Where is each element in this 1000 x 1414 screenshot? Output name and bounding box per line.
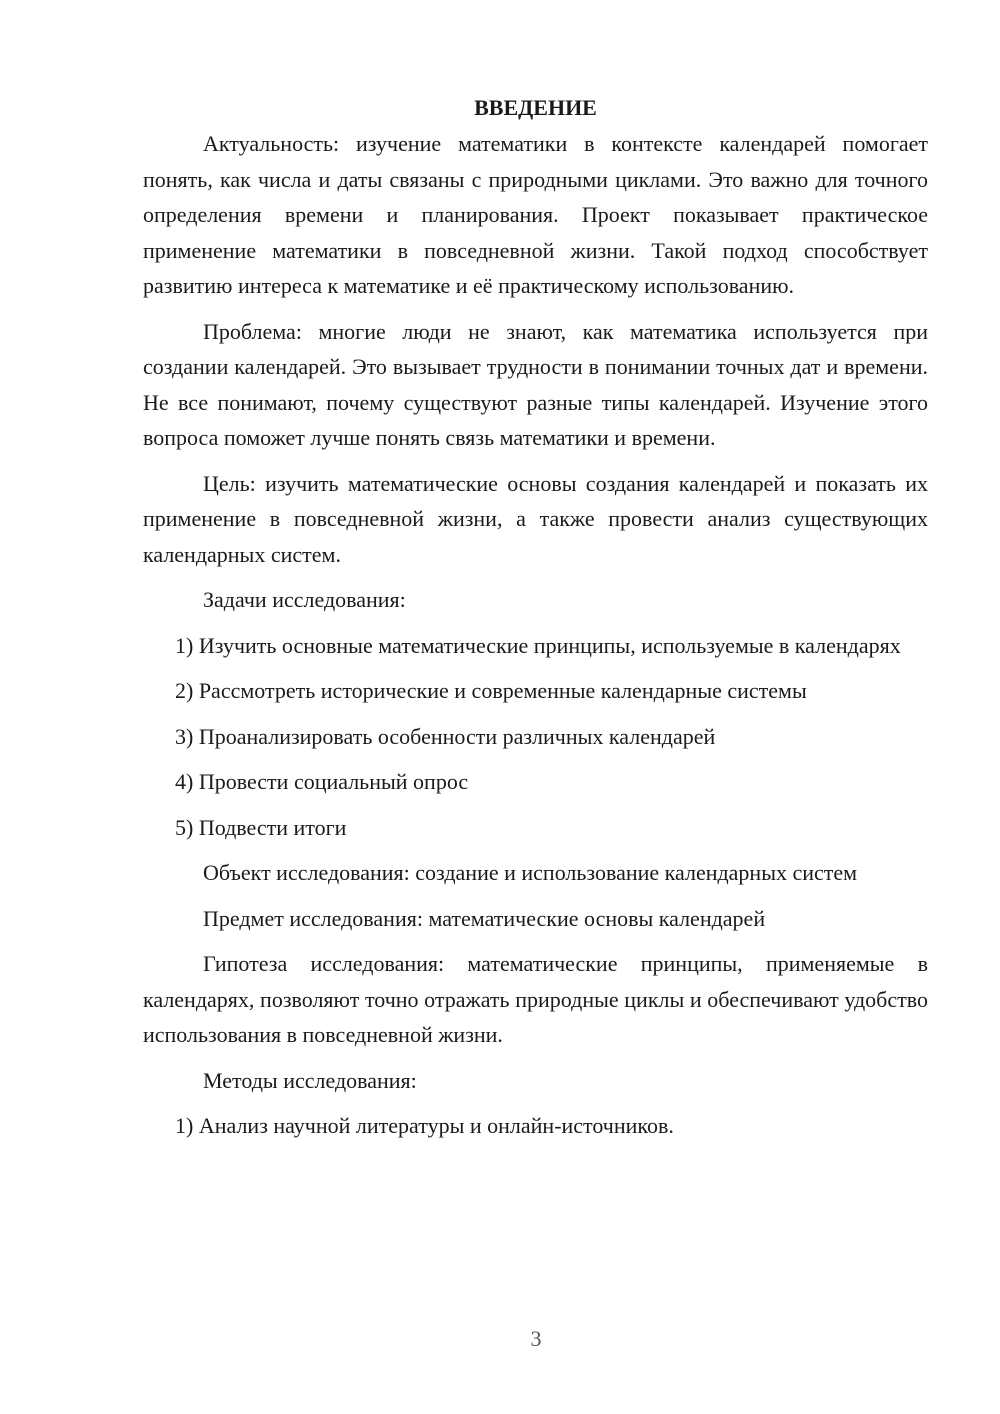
paragraph-problem: Проблема: многие люди не знают, как математика используется при создании календарей. Это вызывает трудности в понимании точных дат и времени. Не все понимают, почему существуют разные типы календарей. Изучение этого вопроса поможет лучше понять связь математики и времени.	[143, 318, 928, 450]
task-item: 4) Провести социальный опрос	[175, 769, 469, 794]
task-item: 5) Подвести итоги	[175, 814, 347, 840]
paragraph-subject: Предмет исследования: математические основы календарей	[203, 905, 766, 931]
document-page	[143, 92, 928, 1154]
task-item: 1) Изучить основные математические принципы, используемые в календарях	[175, 632, 901, 658]
paragraph-object: Объект исследования: создание и использование календарных систем	[203, 860, 858, 885]
paragraph-goal: Цель: изучить математические основы создания календарей и показать их применение в повседневной жизни, а также провести анализ существующих календарных систем.	[143, 470, 928, 567]
method-item: 1) Анализ научной литературы и онлайн-источников.	[175, 1113, 674, 1138]
task-item: 2) Рассмотреть исторические и современные календарные системы	[175, 678, 807, 703]
paragraph-relevance: Актуальность: изучение математики в контексте календарей помогает понять, как числа и даты связаны с природными циклами. Это важно для точного определения времени и планирования. Проект показывает практическое применение математики в повседневной жизни. Такой подход способствует развитию интереса к математике и её практическому использованию.	[143, 131, 928, 298]
task-item: 3) Проанализировать особенности различных календарей	[175, 723, 716, 749]
page-number: 3	[530, 1326, 542, 1351]
methods-heading: Методы исследования:	[203, 1067, 417, 1093]
paragraph-hypothesis: Гипотеза исследования: математические принципы, применяемые в календарях, позволяют точно отражать природные циклы и обеспечивают удобство использования в повседневной жизни.	[143, 951, 928, 1047]
tasks-heading: Задачи исследования:	[203, 587, 406, 612]
section-title: ВВЕДЕНИЕ	[474, 95, 597, 120]
